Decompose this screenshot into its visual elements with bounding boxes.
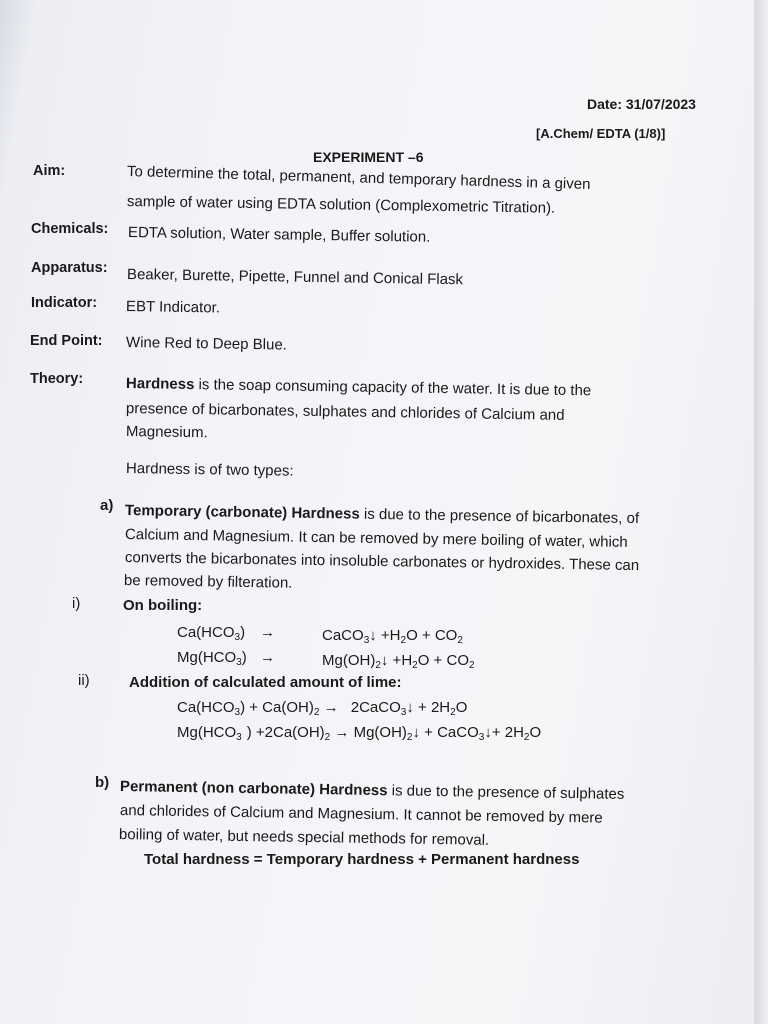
lime-eq1: $Ca(HCO_3) + Ca(OH)_2$ → 2CaCO$_3$↓ + $2H_2O$ <box>177 699 468 718</box>
theory-label: Theory: <box>30 371 84 387</box>
permanent-marker: b) <box>95 774 110 791</box>
hardness-types-intro: Hardness is of two types: <box>125 460 294 480</box>
page-edge <box>754 0 768 1024</box>
apparatus-text: Beaker, Burette, Pipette, Funnel and Conical Flask <box>126 266 464 289</box>
permanent-line-1: Permanent (non carbonate) Hardness is due to the presence of sulphates <box>119 778 625 803</box>
temporary-line-3: converts the bicarbonates into insoluble carbonates or hydroxides. These can <box>124 549 640 575</box>
boiling-eq2-arrow: → <box>260 649 275 666</box>
boiling-eq2-rhs: $Mg(OH)_2↓ +H_2O + CO_2$ <box>322 652 475 671</box>
end-point-text: Wine Red to Deep Blue. <box>125 334 288 354</box>
permanent-term: Permanent (non carbonate) Hardness <box>119 778 388 800</box>
permanent-line-2: and chlorides of Calcium and Magnesium. It cannot be removed by mere <box>119 802 603 827</box>
permanent-line-3: boiling of water, but needs special methods for removal. <box>118 826 490 849</box>
theory-line-3: Magnesium. <box>125 423 208 442</box>
boiling-heading: On boiling: <box>123 597 203 614</box>
hardness-term: Hardness <box>125 375 195 394</box>
boiling-eq1-arrow: → <box>260 624 275 641</box>
boiling-eq1-rhs: CaCO$_3$↓ $+H_2O + CO_2$ <box>322 627 463 646</box>
chemicals-text: EDTA solution, Water sample, Buffer solution. <box>127 224 431 246</box>
date-label: Date: 31/07/2023 <box>587 96 696 112</box>
reference-code: [A.Chem/ EDTA (1/8)] <box>536 126 666 141</box>
lime-marker: ii) <box>78 672 90 689</box>
theory-line-2: presence of bicarbonates, sulphates and chlorides of Calcium and <box>125 400 565 424</box>
chemicals-label: Chemicals: <box>31 221 109 237</box>
end-point-label: End Point: <box>30 333 103 349</box>
experiment-title: EXPERIMENT –6 <box>313 149 424 165</box>
boiling-eq1-lhs: $Ca(HCO_3)$ <box>177 624 246 643</box>
aim-line-2: sample of water using EDTA solution (Complexometric Titration). <box>126 193 556 217</box>
lime-eq2: $Mg(HCO_3$ ) $+2Ca(OH)_2$ → $Mg(OH)_2↓$ + CaCO$_3$↓+ $2H_2O$ <box>177 724 542 743</box>
indicator-label: Indicator: <box>31 295 98 311</box>
temporary-line-4: be removed by filteration. <box>123 572 293 592</box>
boiling-eq2-lhs: $Mg(HCO_3)$ <box>177 649 247 668</box>
aim-label: Aim: <box>33 163 66 179</box>
lime-heading: Addition of calculated amount of lime: <box>129 674 402 691</box>
boiling-marker: i) <box>72 595 81 612</box>
temporary-line-1: Temporary (carbonate) Hardness is due to the presence of bicarbonates, of <box>124 502 640 528</box>
theory-line-1: Hardness is the soap consuming capacity of the water. It is due to the <box>125 375 592 400</box>
temporary-marker: a) <box>100 497 114 514</box>
apparatus-label: Apparatus: <box>31 260 108 276</box>
indicator-text: EBT Indicator. <box>125 298 221 317</box>
total-hardness-equation: Total hardness = Temporary hardness + Permanent hardness <box>144 851 580 868</box>
temporary-term: Temporary (carbonate) Hardness <box>124 502 360 523</box>
temporary-line-2: Calcium and Magnesium. It can be removed by mere boiling of water, which <box>124 526 628 551</box>
aim-line-1: To determine the total, permanent, and temporary hardness in a given <box>126 163 591 193</box>
